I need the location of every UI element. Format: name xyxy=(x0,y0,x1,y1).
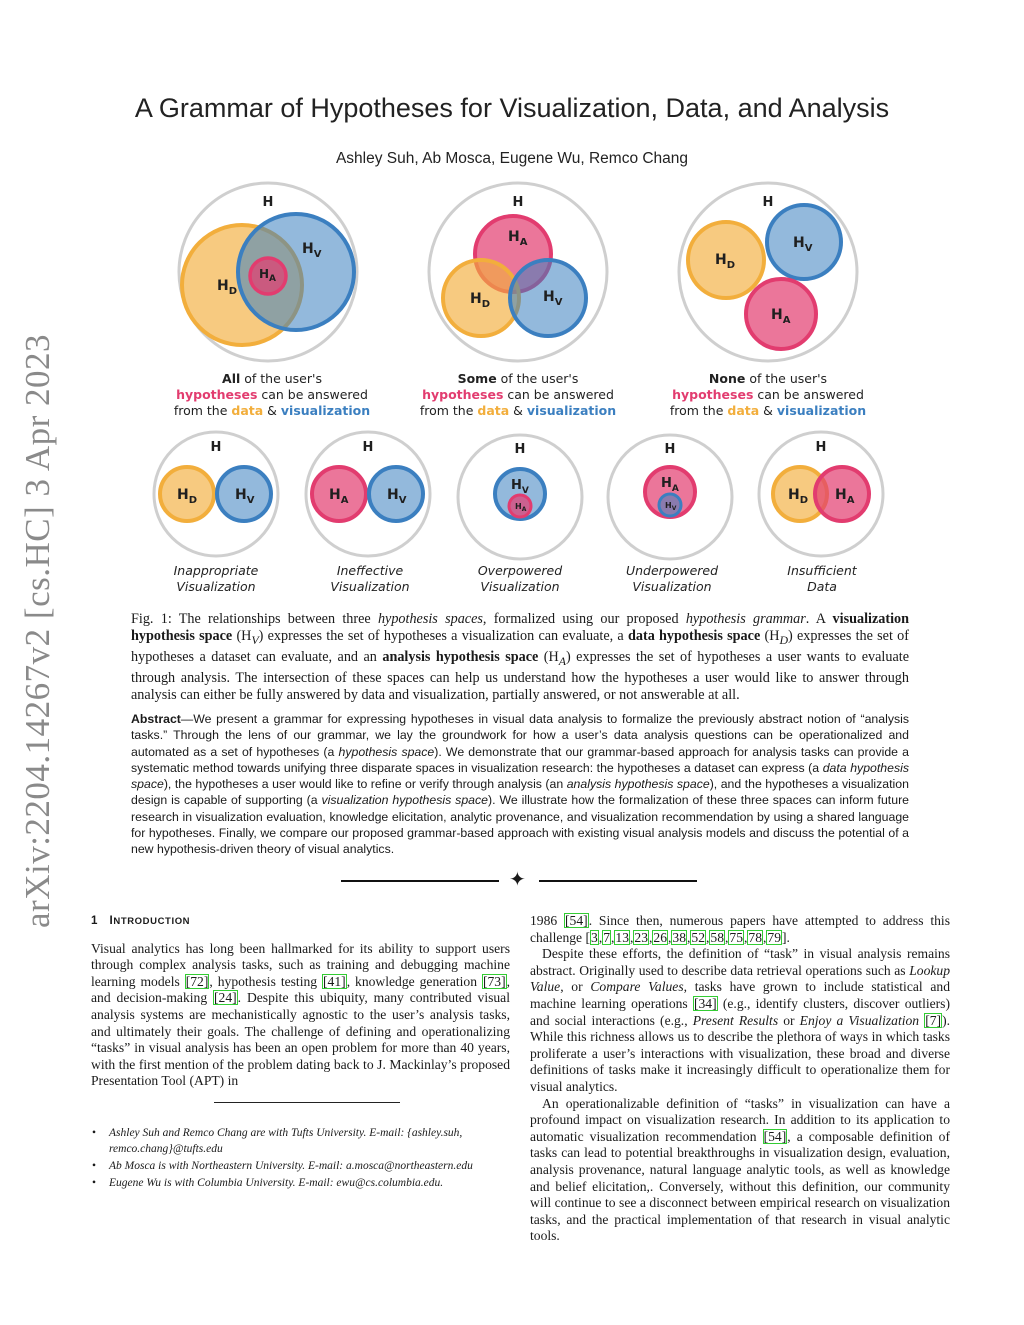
h-label: H xyxy=(762,195,774,210)
citation-link[interactable]: 58 xyxy=(710,929,725,945)
citation-link[interactable]: [54] xyxy=(763,1128,787,1144)
svg-text:HA: $H_A$ xyxy=(661,476,679,494)
caption-ineffective-1: Ineffective xyxy=(336,563,404,578)
caption-all-line1: All of the user's xyxy=(222,371,322,386)
caption-underpowered-1: Underpowered xyxy=(625,563,719,578)
footnotes xyxy=(92,1125,517,1192)
svg-text:HV: $H_V$ xyxy=(511,478,529,496)
figure-caption: Fig. 1: The relationships between three hypothesis spaces, formalized using our proposed hypothesis grammar. A visualization hypothesis space $(H_V)$ expresses the set of hypotheses a visualization can evaluate, a data hypothesis space $(H_D)$ expresses the set of hypotheses a dataset can evaluate, and an analysis hypothesis space $(H_A)$ expresses the set of hypotheses a user wants to evaluate through analysis. The intersection of these spaces can help us understand how the hypotheses a user would like to answer through analysis can either be fully answered by data and visualization, partially answered, or not answerable at all. xyxy=(131,611,909,703)
caption-overpowered-2: Visualization xyxy=(480,579,560,594)
venn-underpowered-panel xyxy=(608,435,732,559)
intro-paragraph-1: Visual analytics has long been hallmarked for its ability to support users through complex analysis tasks, such as training and debugging machine learning models [72], hypothesis testing [41], knowledge generation [73], and decision-making [24]. Despite this ubiquity, many contributed visual analysis systems are mechanistically agnostic to the user’s analysis tasks, and ultimately their goals. The challenge of defining and operationalizing “tasks” in visual analysis has been an open problem for more than 40 years, with the first mention of the problem dating back to J. Mackinlay’s proposed Presentation Tool (APT) in xyxy=(91,940,511,1089)
venn-inappropriate-panel xyxy=(154,432,278,556)
svg-text:HV: $H_V$ xyxy=(387,487,407,506)
svg-text:HV: $H_V$ xyxy=(543,289,563,308)
caption-insufficient-1: Insufficient xyxy=(787,563,857,578)
citation-link[interactable]: 3 xyxy=(591,929,598,945)
section-divider xyxy=(341,867,697,891)
caption-inappropriate-1: Inappropriate xyxy=(173,563,259,578)
svg-text:H: H xyxy=(362,440,374,455)
caption-inappropriate-2: Visualization xyxy=(176,579,256,594)
svg-text:H: H xyxy=(815,440,827,455)
svg-text:HA: $H_A$ xyxy=(835,487,855,506)
venn-some-panel xyxy=(429,183,607,361)
citation-link[interactable]: 23 xyxy=(634,929,649,945)
svg-text:HD: $H_D$ xyxy=(177,487,198,506)
continued-paragraph: 1986 [54]. Since then, numerous papers have attempted to address this challenge [3,7,13,23,26,38,52,58,75,78,79]. xyxy=(530,913,950,945)
h-label: H xyxy=(512,195,524,210)
citation-link[interactable]: 38 xyxy=(672,929,687,945)
caption-none-line1: None of the user's xyxy=(708,371,828,386)
caption-insufficient-2: Data xyxy=(807,579,837,594)
citation-link[interactable]: [73] xyxy=(482,973,506,989)
citation-link[interactable]: [72] xyxy=(185,973,209,989)
citation-link[interactable]: 7 xyxy=(603,929,611,945)
citation-link[interactable]: 13 xyxy=(615,929,630,945)
svg-text:H: H xyxy=(514,442,526,457)
h-label: H xyxy=(262,195,274,210)
footnote-item: • Ashley Suh and Remco Chang are with Tufts University. E-mail: {ashley.suh, remco.chang}@tufts.edu xyxy=(92,1127,463,1155)
svg-text:H: H xyxy=(210,440,222,455)
caption-none-line2: hypotheses can be answered xyxy=(672,387,864,402)
svg-text:HA: $H_A$ xyxy=(508,229,528,248)
svg-text:HV: $H_V$ xyxy=(793,235,813,254)
svg-text:HA: $H_A$ xyxy=(515,502,527,513)
citation-link[interactable]: 26 xyxy=(653,929,668,945)
venn-insufficient-panel xyxy=(759,432,883,556)
footnote-item: • Eugene Wu is with Columbia University. E-mail: ewu@cs.columbia.edu. xyxy=(92,1177,444,1189)
caption-ineffective-2: Visualization xyxy=(330,579,410,594)
caption-underpowered-2: Visualization xyxy=(632,579,712,594)
svg-text:HD: $H_D$ xyxy=(470,291,491,310)
caption-all-line2: hypotheses can be answered xyxy=(176,387,368,402)
figure-1 xyxy=(0,180,1024,608)
venn-overpowered-panel xyxy=(458,435,582,559)
citation-link[interactable]: [7] xyxy=(925,1012,942,1028)
citation-link[interactable]: 79 xyxy=(767,929,782,945)
citation-link[interactable]: 52 xyxy=(691,929,706,945)
intro-paragraph-2: Despite these efforts, the definition of “task” in visual analysis remains abstract. Originally used to describe data retrieval operations such as Lookup Value, or Compare Values, tasks have grown to include statistical and machine learning operations [34] (e.g., identify clusters, discover outliers) and social interactions (e.g., Present Results or Enjoy a Visualization [7]). While this richness allows us to describe the plethora of ways in which tasks proliferate a user’s interactions with visualization, these broad and diverse definitions of tasks make it increasingly difficult to operationalize them for visual analytics. xyxy=(530,946,951,1094)
venn-all-panel xyxy=(179,183,357,361)
arxiv-identifier: arXiv:2204.14267v2 [cs.HC] 3 Apr 2023 xyxy=(18,333,57,928)
caption-none-line3: from the data & visualization xyxy=(669,403,867,418)
svg-text:HV: $H_V$ xyxy=(302,241,322,260)
svg-text:HD: $H_D$ xyxy=(715,252,736,271)
citation-link[interactable]: [24] xyxy=(214,990,237,1006)
citation-link[interactable]: 75 xyxy=(729,929,744,945)
svg-text:HV: $H_V$ xyxy=(665,501,677,512)
svg-text:HA: $H_A$ xyxy=(771,307,791,326)
svg-text:HA: $H_A$ xyxy=(329,487,349,506)
right-column xyxy=(530,913,950,1245)
svg-text:HD: $H_D$ xyxy=(788,487,809,506)
intro-paragraph-3: An operationalizable definition of “tasks” in visualization can have a profound impact on visualization research. In addition to its application to automatic visualization recommendation [54], a composable definition of tasks can lead to potential breakthroughs in visualization design, evaluation, analysis provenance, natural language analytic tools, as well as knowledge and belief elicitation,. Conversely, without this definition, our community will continue to see a disconnect between empirical research on visualization tasks, and the practical implementation of that research in visual analytic tools. xyxy=(530,1095,950,1244)
citation-link[interactable]: [41] xyxy=(323,973,346,989)
section-heading-introduction: 1 INTRODUCTION xyxy=(91,914,191,927)
abstract: Abstract—We present a grammar for expressing hypotheses in visual data analysis to formalize the previously abstract notion of “analysis tasks.” Through the lens of our grammar, we lay the groundwork for how a user’s data analysis questions can be operationalized and automated as a set of hypotheses (a hypothesis space). We demonstrate that our grammar-based approach for analysis tasks can provide a systematic method towards unifying three disparate spaces in visualization research: the hypotheses a dataset can express (a data hypothesis space), the hypotheses a user would like to refine or verify through analysis (an analysis hypothesis space), and the hypotheses a visualization design is capable of supporting (a visualization hypothesis space). We illustrate how the formalization of these three spaces can inform future research in visualization evaluation, knowledge elicitation, analytic provenance, and visualization recommendation by using a shared language for hypotheses. Finally, we compare our proposed grammar-based approach with existing visual analysis models and discuss the potential of a new hypothesis-driven theory of visual analytics. xyxy=(131,712,910,857)
venn-none-panel xyxy=(679,183,857,361)
footnote-rule xyxy=(214,1102,400,1103)
caption-overpowered-1: Overpowered xyxy=(477,563,563,578)
paper-title: A Grammar of Hypotheses for Visualization, Data, and Analysis xyxy=(134,93,890,123)
left-column xyxy=(91,913,510,1090)
svg-text:HA: $H_A$ xyxy=(259,267,277,284)
svg-text:H: H xyxy=(664,442,676,457)
citation-link[interactable]: [34] xyxy=(693,995,717,1011)
divider-star-icon: ✦ xyxy=(509,867,526,891)
caption-some-line2: hypotheses can be answered xyxy=(422,387,614,402)
author-list: Ashley Suh, Ab Mosca, Eugene Wu, Remco Chang xyxy=(335,150,689,167)
svg-text:HD: $H_D$ xyxy=(217,278,238,297)
top-panel-captions xyxy=(174,371,866,418)
citation-link[interactable]: 78 xyxy=(748,929,763,945)
caption-some-line3: from the data & visualization xyxy=(419,403,617,418)
caption-all-line3: from the data & visualization xyxy=(173,403,371,418)
svg-text:HV: $H_V$ xyxy=(235,487,255,506)
caption-some-line1: Some of the user's xyxy=(457,371,579,386)
venn-ineffective-panel xyxy=(306,432,430,556)
citation-link[interactable]: [54] xyxy=(565,913,588,928)
footnote-item: • Ab Mosca is with Northeastern University. E-mail: a.mosca@northeastern.edu xyxy=(92,1160,473,1172)
